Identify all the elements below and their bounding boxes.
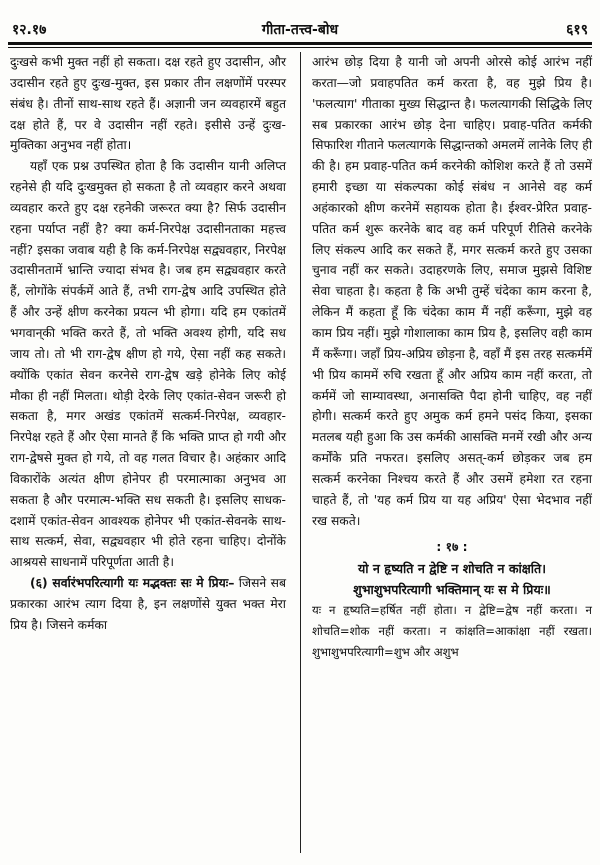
word-gloss: यः न हृष्यति=हर्षित नहीं होता। न द्वेष्टि=द्वेष नहीं करता। न शोचति=शोक नहीं करता। न कांक्षति=आकांक्षा नहीं रखता। शुभाशुभपरित्यागी=शुभ और अशुभ [312,603,592,660]
book-title: गीता-तत्त्व-बोध [261,22,339,38]
section-text: जिसने सब प्रकारका आरंभ त्याग दिया है, इन लक्षणोंसे युक्त भक्त मेरा प्रिय है। जिसने कर्मका [10,576,286,632]
column-divider [300,52,301,853]
section-lead: (६) सर्वारंभपरित्यागी यः मद्भक्तः सः मे प्रियः– [30,576,235,591]
page-number-right: ६१९ [566,22,588,38]
page-header [8,18,592,40]
right-column [312,52,592,663]
shloka-line-1: यो न हृष्यति न द्वेष्टि न शोचति न कांक्षति। [357,561,547,577]
page-number-left: १२.१७ [12,22,47,38]
paragraph: यहाँ एक प्रश्न उपस्थित होता है कि उदासीन यानी अलिप्त रहनेसे ही यदि दुःखमुक्त हो सकता है तो व्यवहार करने अथवा व्यवहार करते हुए दक्ष रहनेकी जरूरत क्या है? सिर्फ उदासीन रहना पर्याप्त नहीं है? क्या कर्म-निरपेक्ष उदासीनताका महत्त्व नहीं? इसका जवाब यही है कि कर्म-निरपेक्ष सद्व्यवहार, निरपेक्ष उदासीनतामें भ्रान्ति ज्यादा संभव है। जब हम सद्व्यवहार करते हैं, लोगोंके संपर्कमें आते हैं, तभी राग-द्वेष आदि उपस्थित होते हैं और उन्हें क्षीण करनेका प्रयत्न भी होगा। यदि हम एकांतमें भगवान्‌की भक्ति करते हैं, तो भक्ति अवश्य होगी, यदि सध जाय तो। तो भी राग-द्वेष क्षीण हो गये, ऐसा नहीं कह सकते। क्योंकि एकांत सेवन करनेसे राग-द्वेष खड़े होनेके लिए कोई मौका ही नहीं मिलता। थोड़ी देरके लिए एकांत-सेवन जरूरी हो सकता है, मगर अखंड एकांतमें सत्कर्म-निरपेक्ष, व्यवहार-निरपेक्ष रहते हैं और ऐसा मानते हैं कि भक्ति प्राप्त हो गयी और राग-द्वेषसे मुक्त हो गये, तो वह गलत विचार है। अहंकार आदि विकारोंके अत्यंत क्षीण होनेपर ही परमात्माका अनुभव आ सकता है और परमात्म-भक्ति सध सकती है। इसलिए साधक-दशामें एकांत-सेवन आवश्यक होनेपर भी एकांत-सेवनके साथ-साथ सत्कर्म, सेवा, सद्व्यवहार भी होते रहना चाहिए। दोनोंके आश्रयसे साधनामें परिपूर्णता आती है। [10,159,286,570]
paragraph: आरंभ छोड़ दिया है यानी जो अपनी ओरसे कोई आरंभ नहीं करता—जो प्रवाहपतित कर्म करता है, वह मुझे प्रिय है। 'फलत्याग' गीताका मुख्य सिद्धान्त है। फलत्यागकी सिद्धिके लिए सब प्रकारका आरंभ छोड़ देना चाहिए। प्रवाह-पतित कर्मकी सिफारिश गीताने फलत्यागके सिद्धान्तको अमलमें लानेके लिए ही की है। हम प्रवाह-पतित कर्म करनेकी कोशिश करते हैं तो उसमें हमारी इच्छा या संकल्पका कोई संबंध न आनेसे वह कर्म अहंकारको क्षीण करनेमें सहायक होता है। ईश्वर-प्रेरित प्रवाह-पतित कर्म शुरू करनेके बाद वह कर्म परिपूर्ण रीतिसे करनेके लिए संकल्प आदि कर सकते हैं, मगर सत्कर्म करते हुए उसका चुनाव नहीं कर सकते। उदाहरणके लिए, समाज मुझसे विशिष्ट सेवा चाहता है। कहता है कि अभी तुम्हें चंदेका काम करना है, लेकिन मैं कहता हूँ कि चंदेका काम मैं नहीं करूँगा, मुझे वह काम प्रिय नहीं। मुझे गोशालाका काम प्रिय है, इसलिए वही काम मैं करूँगा। जहाँ प्रिय-अप्रिय छोड़ना है, वहाँ मैं इस तरह सत्कर्ममें भी प्रिय काममें रुचि रखता हूँ और अप्रिय काम नहीं करता, तो कर्ममें जो साम्यावस्था, अनासक्ति पैदा होनी चाहिए, वह नहीं होगी। सत्कर्म करते हुए अमुक कर्म हमने पसंद किया, इसका मतलब यही हुआ कि उस कर्मकी आसक्ति मनमें रखी और अन्य कर्मोंके प्रति नफरत। इसलिए असत्-कर्म छोड़कर जब हम सत्कर्म करनेका निश्चय करते हैं और उसमें हमेशा रत रहना चाहते हैं, तो 'यह कर्म प्रिय या यह अप्रिय' ऐसा भेदभाव नहीं रख सकते। [312,55,592,528]
paragraph: दुःखसे कभी मुक्त नहीं हो सकता। दक्ष रहते हुए उदासीन, और उदासीन रहते हुए दुःख-मुक्त, इस प्रकार तीन लक्षणोंमें परस्पर संबंध है। तीनों साथ-साथ रहते हैं। अज्ञानी जन व्यवहारमें बहुत दक्ष होते हैं, पर वे उदासीन नहीं रहते। इसीसे उन्हें दुःख-मुक्तिका अनुभव नहीं होता। [10,55,286,153]
left-column [10,52,286,636]
shloka-line-2: शुभाशुभपरित्यागी भक्तिमान् यः स मे प्रियः॥ [353,582,551,598]
paragraph [10,573,286,636]
header-rule-thin [8,47,592,48]
header-rule-thick [8,42,592,45]
verse-number: : १७ : [436,540,468,555]
